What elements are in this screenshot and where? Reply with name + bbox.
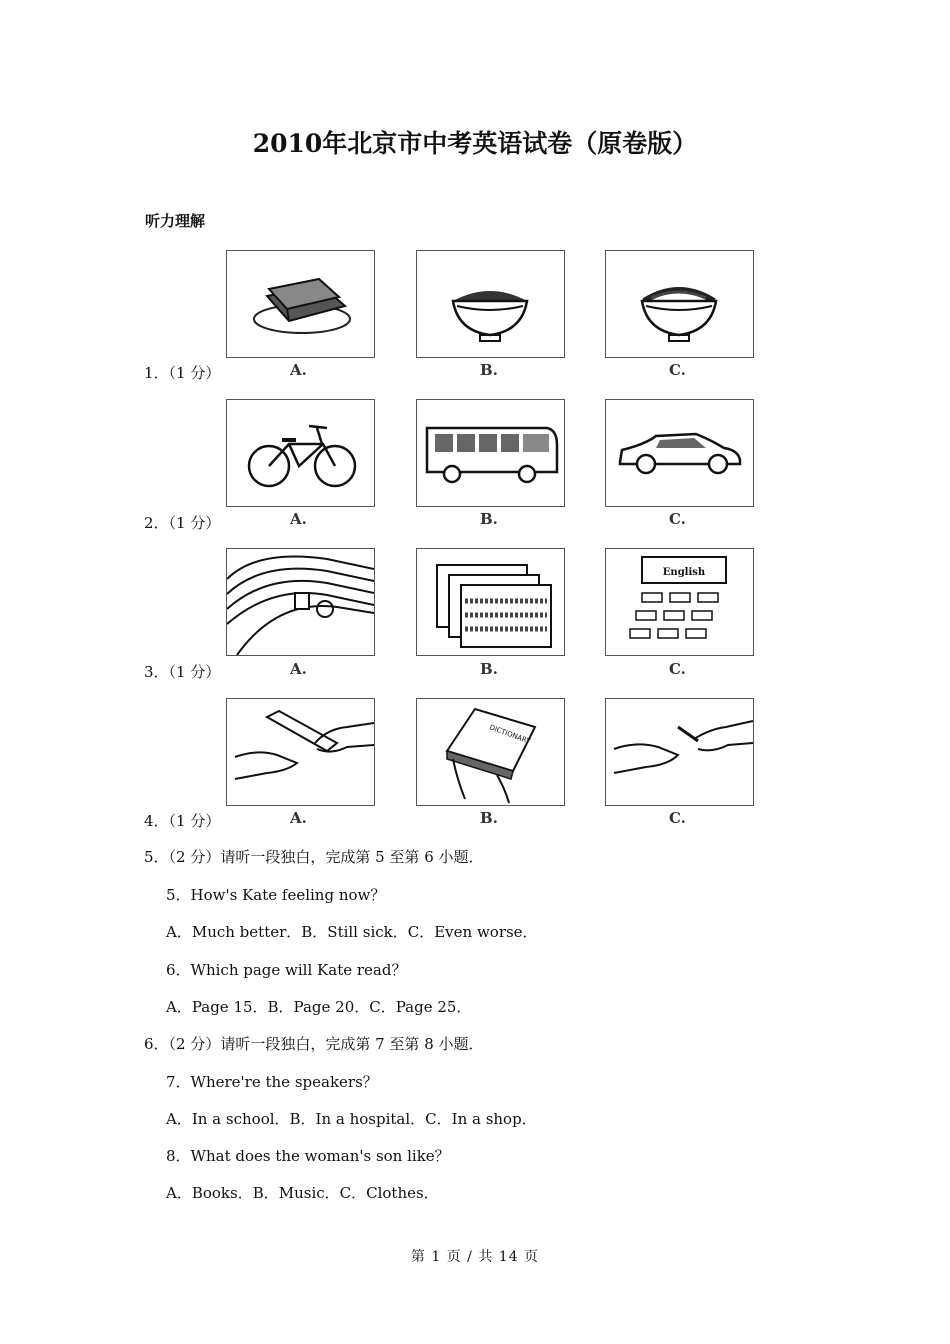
q3-option-b-image: [416, 548, 565, 656]
q4-option-a-image: [226, 698, 375, 806]
hand-knife-icon: [606, 699, 753, 805]
page-footer: 第 1 页 / 共 14 页: [410, 1249, 540, 1265]
classroom-icon: [606, 549, 753, 655]
q3-option-a-image: [226, 548, 375, 656]
question-6-instruction: 6．（2 分）请听一段独白，完成第 7 至第 8 小题．: [144, 1035, 484, 1053]
q3-option-b-letter: B.: [480, 660, 498, 678]
question-6-stem: 6．Which page will Kate read？: [166, 961, 407, 979]
question-7-stem: 7．Where're the speakers？: [166, 1073, 378, 1091]
q3-option-c-image: [605, 548, 754, 656]
question-5-instruction: 5．（2 分）请听一段独白，完成第 5 至第 6 小题．: [144, 848, 484, 866]
q2-option-c-image: [605, 399, 754, 507]
q1-option-a-image: [226, 250, 375, 358]
question-2-label: 2．（1 分）: [144, 514, 221, 532]
library-shelves-icon: [417, 549, 564, 655]
q3-option-c-letter: C.: [669, 660, 686, 678]
hand-ruler-icon: [227, 699, 374, 805]
q4-option-c-letter: C.: [669, 809, 686, 827]
book-title: DICTIONARY: [488, 723, 532, 746]
question-8-stem: 8．What does the woman's son like？: [166, 1147, 450, 1165]
rice-bowl-icon: [417, 251, 564, 357]
q2-option-b-letter: B.: [480, 510, 498, 528]
q2-option-a-letter: A.: [290, 510, 307, 528]
bus-icon: [417, 400, 564, 506]
q4-option-b-image: [416, 698, 565, 806]
q3-option-a-letter: A.: [290, 660, 307, 678]
q2-option-a-image: [226, 399, 375, 507]
question-4-label: 4．（1 分）: [144, 812, 221, 830]
question-8-options: A．Books．B．Music．C．Clothes．: [166, 1184, 439, 1202]
q2-option-c-letter: C.: [669, 510, 686, 528]
hands-book-icon: [417, 699, 564, 805]
q4-option-a-letter: A.: [290, 809, 307, 827]
q4-option-c-image: [605, 698, 754, 806]
sandwich-icon: [227, 251, 374, 357]
page-title: 2010年北京市中考英语试卷（原卷版）: [252, 129, 698, 158]
question-5-stem: 5．How's Kate feeling now？: [166, 886, 386, 904]
q1-option-a-letter: A.: [290, 361, 307, 379]
bicycle-icon: [227, 400, 374, 506]
question-7-options: A．In a school．B．In a hospital．C．In a shop．: [166, 1110, 537, 1128]
question-5-options: A．Much better．B．Still sick．C．Even worse．: [166, 923, 538, 941]
q2-option-b-image: [416, 399, 565, 507]
q1-option-c-letter: C.: [669, 361, 686, 379]
board-word: English: [662, 567, 706, 578]
section-heading: 听力理解: [145, 212, 206, 230]
q1-option-b-letter: B.: [480, 361, 498, 379]
noodle-bowl-icon: [606, 251, 753, 357]
question-1-label: 1．（1 分）: [144, 364, 221, 382]
q1-option-c-image: [605, 250, 754, 358]
running-track-icon: [227, 549, 374, 655]
question-6-options: A．Page 15．B．Page 20．C．Page 25．: [166, 998, 472, 1016]
q4-option-b-letter: B.: [480, 809, 498, 827]
question-3-label: 3．（1 分）: [144, 663, 221, 681]
q1-option-b-image: [416, 250, 565, 358]
car-icon: [606, 400, 753, 506]
